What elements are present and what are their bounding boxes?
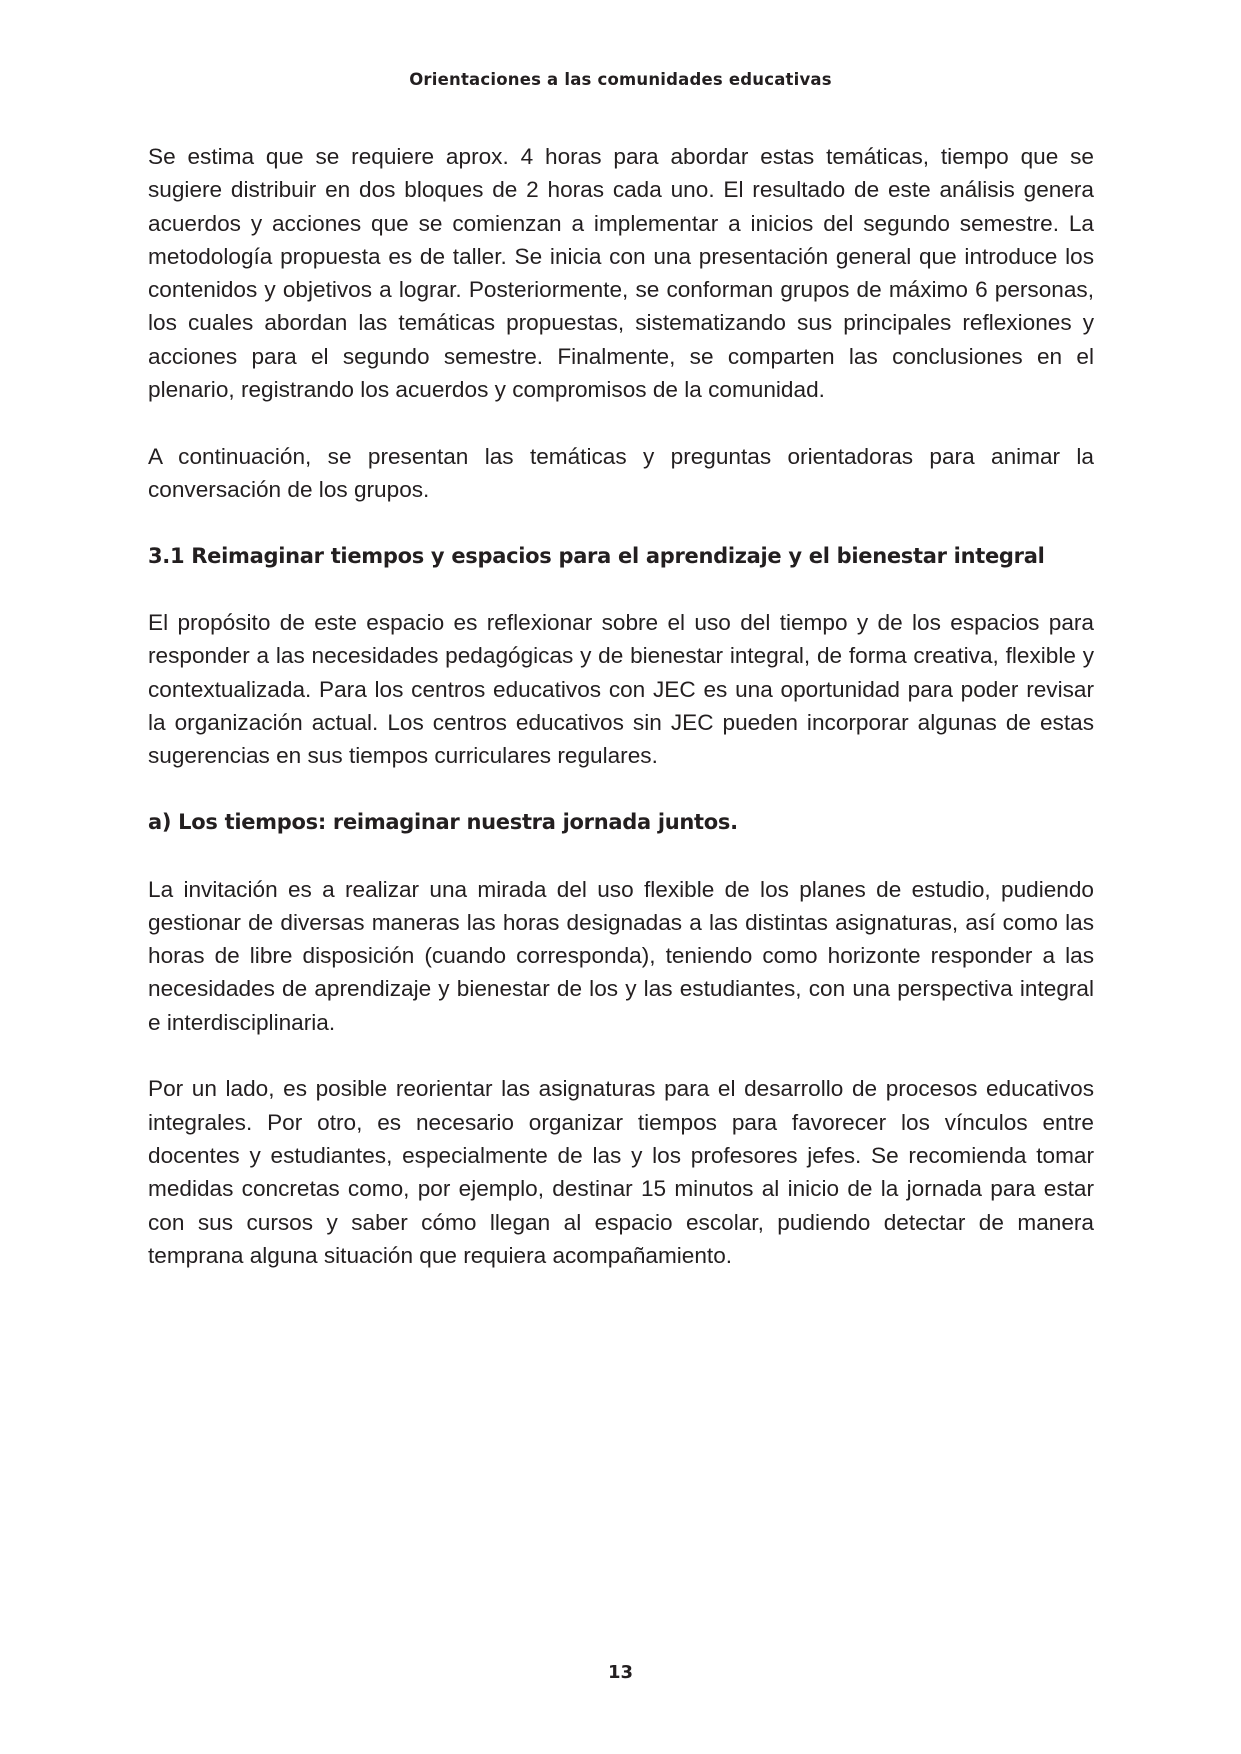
body-content (148, 140, 1094, 1272)
spacer (148, 1039, 1094, 1072)
paragraph-purpose: El propósito de este espacio es reflexionar sobre el uso del tiempo y de los espacios para responder a las necesidades pedagógicas y de bienestar integral, de forma creativa, flexible y contextualizada. Para los centros educativos con JEC es una oportunidad para poder revisar la organización actual. Los centros educativos sin JEC pueden incorporar algunas de estas sugerencias en sus tiempos curriculares regulares. (148, 610, 1094, 769)
spacer (148, 506, 1094, 539)
paragraph-intro-topics: A continuación, se presentan las temáticas y preguntas orientadoras para animar la conversación de los grupos. (148, 443, 1094, 502)
subsection-heading: a) Los tiempos: reimaginar nuestra jornada juntos. (148, 809, 738, 834)
paragraph-workshop-method: Se estima que se requiere aprox. 4 horas para abordar estas temáticas, tiempo que se sugiere distribuir en dos bloques de 2 horas cada uno. El resultado de este análisis genera acuerdos y acciones que se comienzan a implementar a inicios del segundo semestre. La metodología propuesta es de taller. Se inicia con una presentación general que introduce los contenidos y objetivos a lograr. Posteriormente, se conforman grupos de máximo 6 personas, los cuales abordan las temáticas propuestas, sistematizando sus principales reflexiones y acciones para el segundo semestre. Finalmente, se comparten las conclusiones en el plenario, registrando los acuerdos y compromisos de la comunidad. (148, 144, 1094, 403)
spacer (148, 773, 1094, 806)
spacer (148, 839, 1094, 872)
spacer (148, 406, 1094, 439)
page-number: 13 (607, 1662, 634, 1683)
spacer (148, 573, 1094, 606)
paragraph-invitation: La invitación es a realizar una mirada del uso flexible de los planes de estudio, pudiendo gestionar de diversas maneras las horas designadas a las distintas asignaturas, así como las horas de libre disposición (cuando corresponda), teniendo como horizonte responder a las necesidades de aprendizaje y bienestar de los y las estudiantes, con una perspectiva integral e interdisciplinaria. (148, 876, 1094, 1035)
running-header: Orientaciones a las comunidades educativas (409, 70, 832, 89)
section-heading: 3.1 Reimaginar tiempos y espacios para el aprendizaje y el bienestar integral (148, 543, 1045, 568)
paragraph-recommendations: Por un lado, es posible reorientar las asignaturas para el desarrollo de procesos educativos integrales. Por otro, es necesario organizar tiempos para favorecer los vínculos entre docentes y estudiantes, especialmente de las y los profesores jefes. Se recomienda tomar medidas concretas como, por ejemplo, destinar 15 minutos al inicio de la jornada para estar con sus cursos y saber cómo llegan al espacio escolar, pudiendo detectar de manera temprana alguna situación que requiera acompañamiento. (148, 1076, 1094, 1268)
